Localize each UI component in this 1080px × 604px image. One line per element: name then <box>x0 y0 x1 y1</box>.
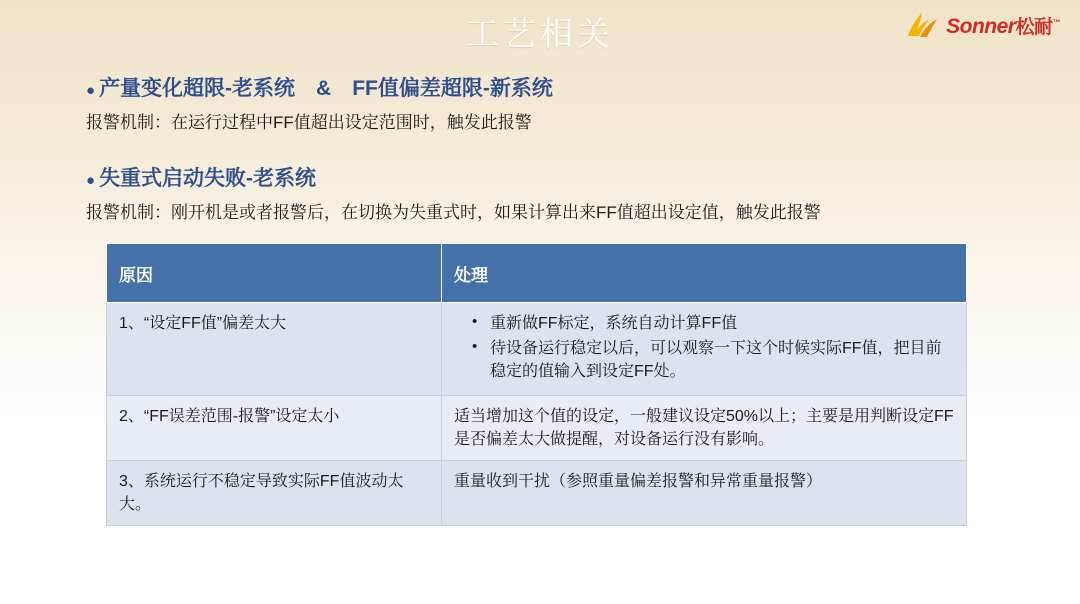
table-row <box>107 460 967 525</box>
section-heading-2 <box>86 162 1006 192</box>
section-heading-1 <box>86 72 1006 102</box>
section-heading-2-text: 失重式启动失败-老系统 <box>99 166 317 190</box>
section-paragraph-1: 报警机制：在运行过程中FF值超出设定范围时，触发此报警 <box>86 113 532 132</box>
table-cell-action: 重量收到干扰（参照重量偏差报警和异常重量报警） <box>442 460 967 525</box>
bullet-dot-icon: ● <box>86 82 96 99</box>
spacer <box>86 140 1006 162</box>
table-cell-cause: 1、“设定FF值”偏差太大 <box>107 303 442 396</box>
bullet-dot-icon: ● <box>86 171 96 189</box>
brand-name: Sonner松耐™ <box>946 14 1060 38</box>
table-row <box>107 395 967 460</box>
page-title: 工艺相关 <box>466 15 614 52</box>
table-cell-cause: 3、系统运行不稳定导致实际FF值波动太大。 <box>107 460 442 525</box>
table-cell-cause: 2、“FF误差范围-报警”设定太小 <box>107 395 442 460</box>
table-cell-action: 适当增加这个值的设定，一般建议设定50%以上；主要是用判断设定FF是否偏差太大做提醒，对设备运行没有影响。 <box>442 395 967 460</box>
list-item: • 待设备运行稳定以后，可以观察一下这个时候实际FF值，把目前稳定的值输入到设定FF处。 <box>472 337 954 383</box>
section-paragraph-2: 报警机制：刚开机是或者报警后，在切换为失重式时，如果计算出来FF值超出设定值，触发此报警 <box>86 202 821 222</box>
table-row <box>107 303 967 396</box>
brand-logo <box>906 10 1060 40</box>
table-cell-action <box>442 303 967 396</box>
action-list <box>454 312 954 384</box>
section-heading-1-text: 产量变化超限-老系统 & FF值偏差超限-新系统 <box>99 77 553 100</box>
slide-content <box>86 72 1006 526</box>
sonner-flame-logo-icon <box>906 10 940 40</box>
table-header-cause: 原因 <box>107 244 442 303</box>
table-header-action: 处理 <box>442 244 967 303</box>
table-header-row <box>107 244 967 303</box>
list-item: • 重新做FF标定，系统自动计算FF值 <box>472 312 954 335</box>
alarm-cause-action-table <box>106 243 967 526</box>
